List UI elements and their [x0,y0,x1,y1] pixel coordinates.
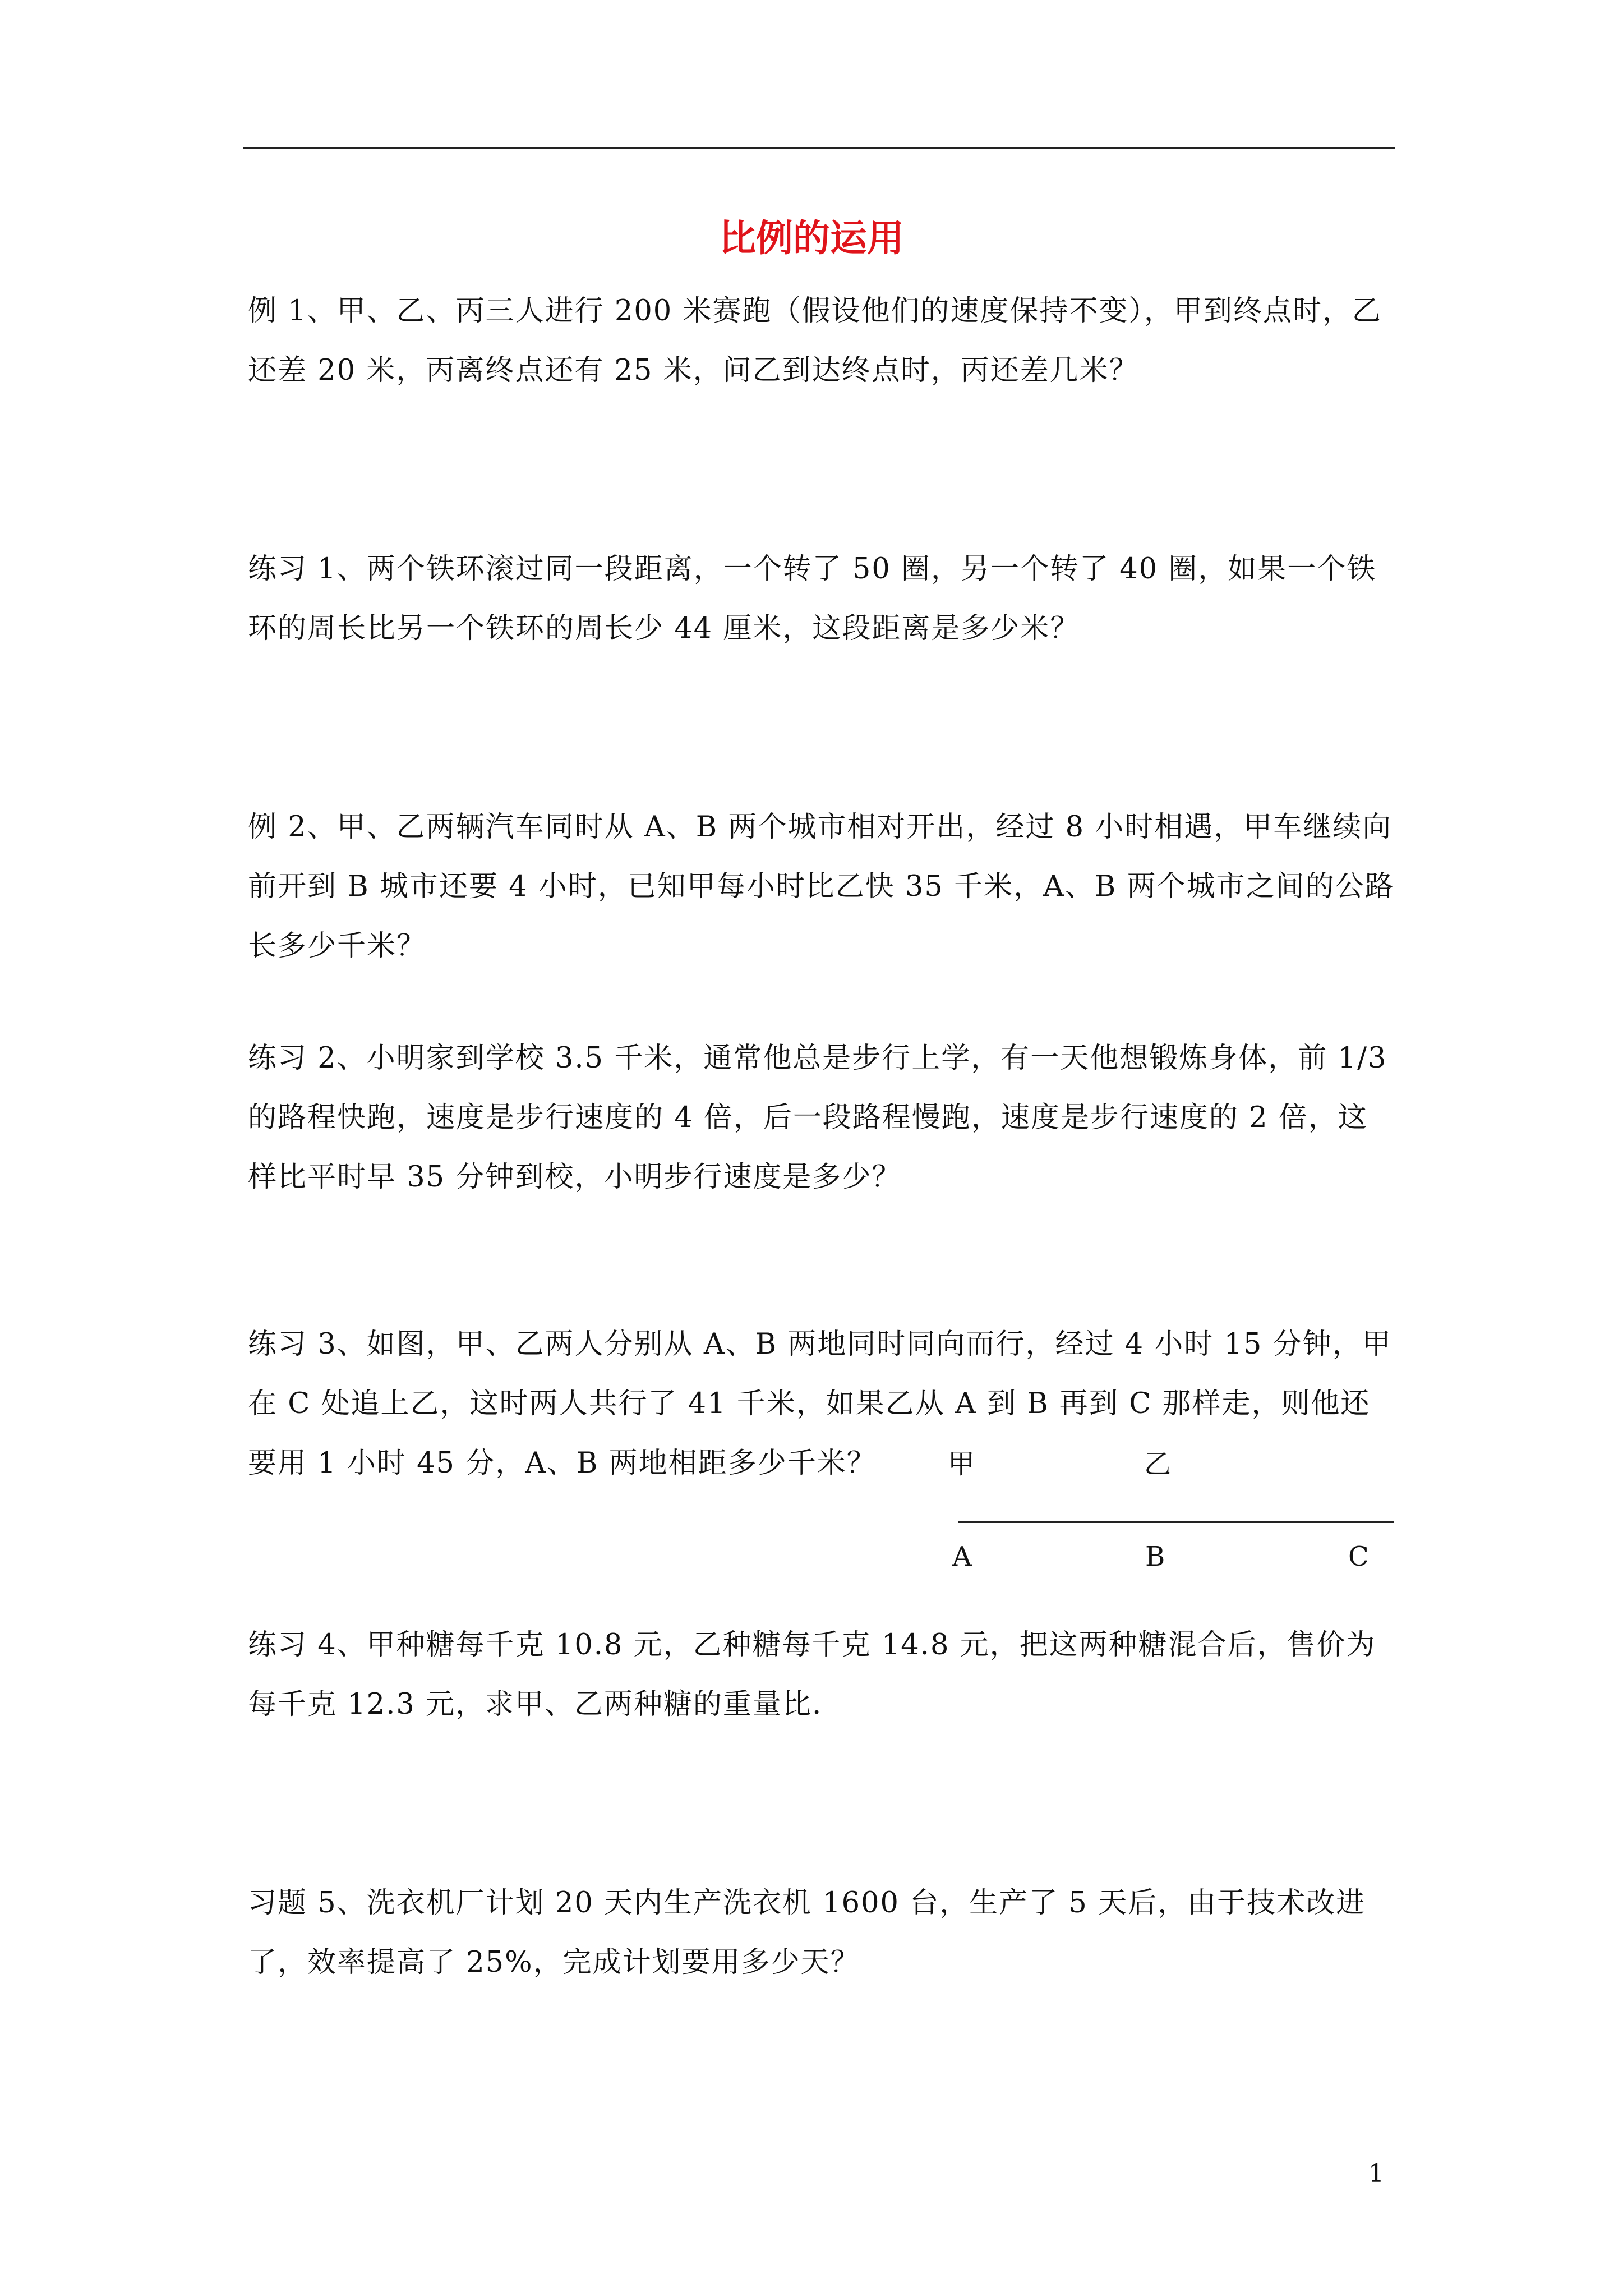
problem-practice-2: 练习 2、小明家到学校 3.5 千米，通常他总是步行上学，有一天他想锻炼身体，前 1/3 的路程快跑，速度是步行速度的 4 倍，后一段路程慢跑，速度是步行速度的 2 倍，这样比平时早 35 分钟到校，小明步行速度是多少？ [248,1042,1387,1194]
problem-exercise-5: 习题 5、洗衣机厂计划 20 天内生产洗衣机 1600 台，生产了 5 天后，由于技术改进了，效率提高了 25%，完成计划要用多少天？ [248,1887,1366,1979]
problem-practice-4: 练习 4、甲种糖每千克 10.8 元，乙种糖每千克 14.8 元，把这两种糖混合后，售价为每千克 12.3 元，求甲、乙两种糖的重量比. [248,1628,1376,1721]
problem-practice-1: 练习 1、两个铁环滚过同一段距离，一个转了 50 圈，另一个转了 40 圈，如果一个铁环的周长比另一个铁环的周长少 44 厘米，这段距离是多少米？ [248,553,1377,645]
diagram-label-yi: 乙 [1144,1448,1172,1480]
diagram-point-b: B [1145,1541,1165,1572]
diagram-label-jia: 甲 [948,1448,975,1480]
diagram-point-a: A [952,1541,972,1572]
page-number: 1 [1368,2159,1384,2188]
route-diagram [931,1436,1402,1582]
diagram-point-c: C [1348,1541,1369,1572]
problem-practice-3: 练习 3、如图，甲、乙两人分别从 A、B 两地同时同向而行，经过 4 小时 15 分钟，甲在 C 处追上乙，这时两人共行了 41 千米，如果乙从 A 到 B 再到 C 那样走，则他还要用 1 小时 45 分，A、B 两地相距多少千米？ [248,1328,1392,1480]
problem-example-2: 例 2、甲、乙两辆汽车同时从 A、B 两个城市相对开出，经过 8 小时相遇，甲车继续向前开到 B 城市还要 4 小时，已知甲每小时比乙快 35 千米，A、B 两个城市之间的公路长多少千米？ [248,811,1395,963]
route-line [958,1521,1394,1523]
header-rule [243,147,1395,149]
page-title: 比例的运用 [719,217,904,260]
problem-example-1: 例 1、甲、乙、丙三人进行 200 米赛跑（假设他们的速度保持不变），甲到终点时，乙还差 20 米，丙离终点还有 25 米，问乙到达终点时，丙还差几米？ [248,295,1382,387]
